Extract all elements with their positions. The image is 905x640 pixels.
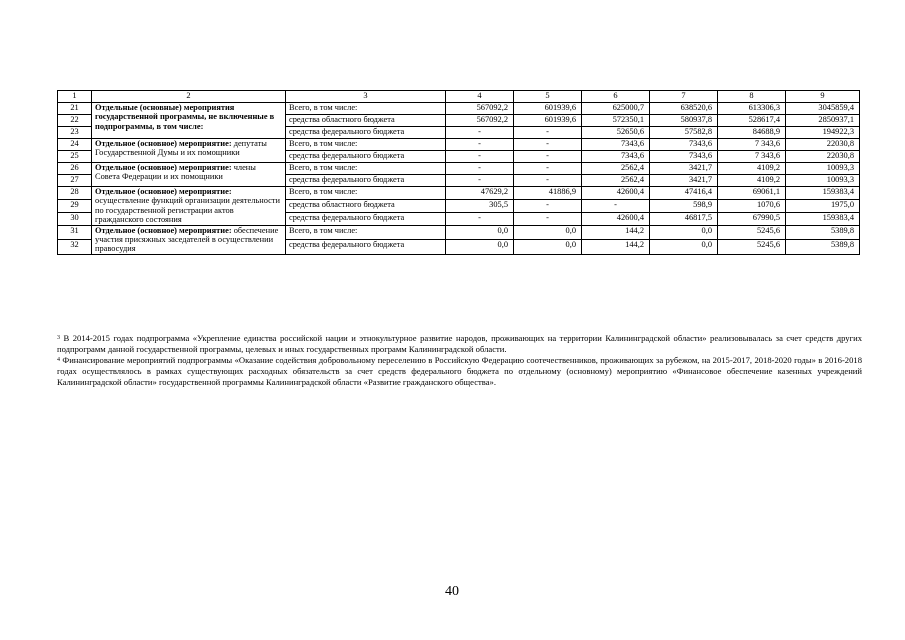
- budget-source: средства федерального бюджета: [286, 127, 446, 139]
- footnote-text: В 2014-2015 годах подпрограмма «Укрепление единства российской нации и этнокультурное развитие народов, проживающих на территории Калининградской области» реализовывалась за счет средств других подпрограмм данной государственной программы, целевых и иных государственных программ Калининградской области.: [57, 333, 862, 354]
- budget-source: средства федерального бюджета: [286, 240, 446, 255]
- budget-source: Всего, в том числе:: [286, 163, 446, 175]
- activity-name-cell: [92, 139, 286, 163]
- budget-source: Всего, в том числе:: [286, 187, 446, 200]
- table-row: [58, 187, 860, 200]
- column-header: 4: [446, 91, 514, 103]
- row-number: 32: [58, 240, 92, 255]
- column-header: 7: [650, 91, 718, 103]
- value-cell: -: [446, 212, 514, 225]
- value-cell: -: [514, 139, 582, 151]
- value-cell: 4109,2: [718, 163, 786, 175]
- table-row: [58, 225, 860, 240]
- table-header-row: [58, 91, 860, 103]
- value-cell: 7343,6: [582, 139, 650, 151]
- value-cell: 601939,6: [514, 115, 582, 127]
- column-header: 9: [786, 91, 860, 103]
- row-number: 29: [58, 199, 92, 212]
- value-cell: 580937,8: [650, 115, 718, 127]
- value-cell: 0,0: [514, 225, 582, 240]
- value-cell: 22030,8: [786, 139, 860, 151]
- row-number: 22: [58, 115, 92, 127]
- activity-name-cell: [92, 225, 286, 254]
- page-number: 40: [445, 584, 459, 599]
- budget-source: Всего, в том числе:: [286, 225, 446, 240]
- budget-table: [57, 90, 860, 255]
- value-cell: 567092,2: [446, 115, 514, 127]
- table-row: [58, 163, 860, 175]
- value-cell: -: [514, 175, 582, 187]
- value-cell: -: [514, 151, 582, 163]
- value-cell: 1070,6: [718, 199, 786, 212]
- column-header: 2: [92, 91, 286, 103]
- row-number: 28: [58, 187, 92, 200]
- value-cell: 572350,1: [582, 115, 650, 127]
- value-cell: -: [446, 127, 514, 139]
- value-cell: -: [514, 212, 582, 225]
- activity-title: Отдельное (основное) мероприятие:: [95, 163, 232, 172]
- value-cell: 5245,6: [718, 225, 786, 240]
- value-cell: 67990,5: [718, 212, 786, 225]
- value-cell: 3045859,4: [786, 103, 860, 115]
- value-cell: 7343,6: [650, 151, 718, 163]
- value-cell: 567092,2: [446, 103, 514, 115]
- value-cell: 638520,6: [650, 103, 718, 115]
- row-number: 24: [58, 139, 92, 151]
- row-number: 27: [58, 175, 92, 187]
- table-row: [58, 103, 860, 115]
- budget-source: Всего, в том числе:: [286, 103, 446, 115]
- value-cell: 7 343,6: [718, 139, 786, 151]
- activity-description: депутаты Государственной Думы и их помощники: [95, 139, 267, 158]
- footnote: [57, 355, 862, 388]
- value-cell: 144,2: [582, 240, 650, 255]
- value-cell: 598,9: [650, 199, 718, 212]
- column-header: 6: [582, 91, 650, 103]
- activity-title: Отдельное (основное) мероприятие:: [95, 187, 232, 196]
- value-cell: -: [582, 199, 650, 212]
- value-cell: 0,0: [650, 225, 718, 240]
- value-cell: -: [446, 151, 514, 163]
- budget-source: средства федерального бюджета: [286, 151, 446, 163]
- value-cell: 5245,6: [718, 240, 786, 255]
- column-header: 8: [718, 91, 786, 103]
- footnotes: [57, 333, 862, 388]
- value-cell: -: [514, 199, 582, 212]
- value-cell: 0,0: [446, 225, 514, 240]
- value-cell: 4109,2: [718, 175, 786, 187]
- value-cell: 7 343,6: [718, 151, 786, 163]
- value-cell: 7343,6: [650, 139, 718, 151]
- value-cell: 2850937,1: [786, 115, 860, 127]
- row-number: 26: [58, 163, 92, 175]
- value-cell: 144,2: [582, 225, 650, 240]
- budget-source: Всего, в том числе:: [286, 139, 446, 151]
- value-cell: 5389,8: [786, 225, 860, 240]
- value-cell: -: [446, 163, 514, 175]
- activity-description: не включенные в подпрограммы, в том числе:: [95, 112, 275, 131]
- value-cell: 42600,4: [582, 187, 650, 200]
- value-cell: 0,0: [650, 240, 718, 255]
- value-cell: 42600,4: [582, 212, 650, 225]
- budget-source: средства областного бюджета: [286, 199, 446, 212]
- value-cell: 5389,8: [786, 240, 860, 255]
- value-cell: 3421,7: [650, 175, 718, 187]
- value-cell: 84688,9: [718, 127, 786, 139]
- row-number: 31: [58, 225, 92, 240]
- value-cell: 613306,3: [718, 103, 786, 115]
- value-cell: 0,0: [514, 240, 582, 255]
- value-cell: 69061,1: [718, 187, 786, 200]
- value-cell: 47629,2: [446, 187, 514, 200]
- value-cell: 0,0: [446, 240, 514, 255]
- value-cell: 194922,3: [786, 127, 860, 139]
- value-cell: 41886,9: [514, 187, 582, 200]
- row-number: 25: [58, 151, 92, 163]
- value-cell: 159383,4: [786, 187, 860, 200]
- activity-title: Отдельные (основные) мероприятия государственной программы,: [95, 103, 235, 122]
- value-cell: -: [514, 127, 582, 139]
- activity-title: Отдельное (основное) мероприятие:: [95, 225, 232, 235]
- value-cell: 2562,4: [582, 163, 650, 175]
- row-number: 30: [58, 212, 92, 225]
- value-cell: 47416,4: [650, 187, 718, 200]
- value-cell: 625000,7: [582, 103, 650, 115]
- column-header: 5: [514, 91, 582, 103]
- value-cell: 3421,7: [650, 163, 718, 175]
- value-cell: -: [446, 175, 514, 187]
- budget-source: средства федерального бюджета: [286, 212, 446, 225]
- value-cell: 46817,5: [650, 212, 718, 225]
- value-cell: 159383,4: [786, 212, 860, 225]
- row-number: 23: [58, 127, 92, 139]
- value-cell: 528617,4: [718, 115, 786, 127]
- activity-name-cell: [92, 163, 286, 187]
- activity-title: Отдельное (основное) мероприятие:: [95, 139, 232, 148]
- activity-description: обеспечение участия присяжных заседателей в осуществлении правосудия: [95, 225, 279, 254]
- value-cell: 52650,6: [582, 127, 650, 139]
- value-cell: -: [514, 163, 582, 175]
- column-header: 1: [58, 91, 92, 103]
- value-cell: 57582,8: [650, 127, 718, 139]
- budget-source: средства федерального бюджета: [286, 175, 446, 187]
- footnote-text: Финансирование мероприятий подпрограммы «Оказание содействия добровольному переселению в Российскую Федерацию соотечественников, проживающих за рубежом, на 2015-2017, 2018-2020 годы» в 2016-2018 годах осуществлялось в рамках существующих расходных обязательств за счет средств федерального бюджета по отдельному (основному) мероприятию «Финансовое обеспечение казенных учреждений Калининградской области» государственной программы Калининградской области «Развитие гражданского общества».: [57, 355, 862, 387]
- activity-description: члены Совета Федерации и их помощники: [95, 163, 256, 182]
- value-cell: 1975,0: [786, 199, 860, 212]
- activity-description: осуществление функций организации деятельности по государственной регистрации актов гражданского состояния: [95, 196, 280, 225]
- activity-name-cell: [92, 103, 286, 139]
- value-cell: -: [446, 139, 514, 151]
- activity-name-cell: [92, 187, 286, 226]
- column-header: 3: [286, 91, 446, 103]
- footnote-mark: 4: [57, 357, 60, 363]
- footnote-mark: 3: [57, 335, 60, 341]
- value-cell: 7343,6: [582, 151, 650, 163]
- value-cell: 2562,4: [582, 175, 650, 187]
- value-cell: 305,5: [446, 199, 514, 212]
- footnote: [57, 333, 862, 355]
- value-cell: 10093,3: [786, 163, 860, 175]
- value-cell: 22030,8: [786, 151, 860, 163]
- value-cell: 601939,6: [514, 103, 582, 115]
- budget-source: средства областного бюджета: [286, 115, 446, 127]
- row-number: 21: [58, 103, 92, 115]
- value-cell: 10093,3: [786, 175, 860, 187]
- table-row: [58, 139, 860, 151]
